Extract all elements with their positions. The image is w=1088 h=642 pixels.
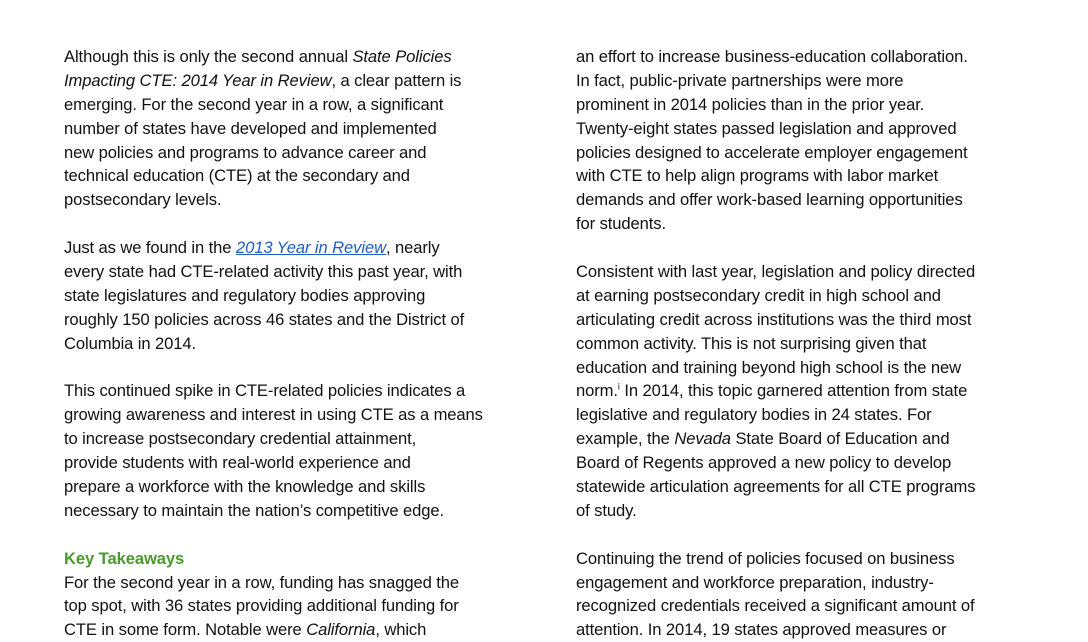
footnote-marker[interactable]: i (617, 381, 620, 392)
text-line: at earning postsecondary credit in high school and (576, 285, 941, 305)
text-line: growing awareness and interest in using CTE as a means (64, 405, 483, 425)
text-line: to increase postsecondary credential attainment, (64, 429, 417, 449)
text: In 2014, this topic garnered attention from state (619, 381, 968, 401)
text-line: an effort to increase business-education collaboration. (576, 47, 968, 66)
text: CTE in some form. Notable were (64, 620, 307, 640)
text-line: emerging. For the second year in a row, a significant (64, 94, 444, 114)
text: example, the (576, 429, 675, 449)
text-line: education and training beyond high school is the new (576, 357, 962, 377)
text-line: In fact, public-private partnerships were more (576, 70, 904, 90)
text-line: technical education (CTE) at the secondary and (64, 166, 410, 186)
text-line: statewide articulation agreements for all CTE programs (576, 477, 976, 497)
text-line: For the second year in a row, funding has snagged the (64, 572, 460, 592)
text: , which (375, 620, 427, 640)
year-in-review-link[interactable]: 2013 Year in Review (235, 238, 386, 258)
text: , nearly (385, 238, 440, 258)
report-title: State Policies (352, 47, 452, 66)
credit-paragraph (576, 260, 1036, 523)
text-line: number of states have developed and implemented (64, 118, 437, 138)
text-line: with CTE to help align programs with labor market (576, 166, 939, 186)
text-line: This continued spike in CTE-related policies indicates a (64, 381, 466, 401)
spike-paragraph (64, 379, 524, 522)
year-in-review-paragraph (64, 236, 524, 355)
text-line: state legislatures and regulatory bodies approving (64, 285, 426, 305)
section-heading: Key Takeaways (64, 548, 185, 568)
credentials-paragraph (576, 547, 1036, 642)
text: Although this is only the second annual (64, 47, 353, 66)
report-title: Impacting CTE: 2014 Year in Review (64, 70, 332, 90)
text-line: Twenty-eight states passed legislation and approved (576, 118, 957, 138)
text-line: prominent in 2014 policies than in the prior year. (576, 94, 925, 114)
text: norm. (576, 381, 618, 401)
text-line: attention. In 2014, 19 states approved measures or (576, 620, 947, 640)
text-line: demands and offer work-based learning opportunities (576, 190, 963, 210)
state-name: California (306, 620, 376, 640)
text-line: top spot, with 36 states providing additional funding for (64, 596, 459, 616)
text-line: necessary to maintain the nation’s competitive edge. (64, 500, 445, 520)
state-name: Nevada (674, 429, 731, 449)
text-line: articulating credit across institutions was the third most (576, 309, 972, 329)
funding-paragraph (64, 571, 524, 642)
intro-paragraph (64, 45, 524, 212)
text-line: prepare a workforce with the knowledge and skills (64, 477, 426, 497)
text-line: policies designed to accelerate employer engagement (576, 142, 968, 162)
text-line: every state had CTE-related activity this past year, with (64, 262, 463, 282)
left-column (64, 45, 524, 642)
text-line: recognized credentials received a significant amount of (576, 596, 975, 616)
text-line: provide students with real-world experience and (64, 453, 411, 473)
text-line: Board of Regents approved a new policy to develop (576, 453, 952, 473)
partnership-paragraph (576, 45, 1036, 236)
text-line: common activity. This is not surprising given that (576, 333, 927, 353)
text-line: legislative and regulatory bodies in 24 states. For (576, 405, 932, 425)
text-line: postsecondary levels. (64, 190, 222, 210)
right-column (576, 45, 1036, 642)
text-line: Continuing the trend of policies focused on business (576, 548, 955, 568)
text-line: for students. (576, 214, 667, 234)
text-line: Consistent with last year, legislation and policy directed (576, 262, 976, 282)
text: , a clear pattern is (331, 70, 462, 90)
text-line: Columbia in 2014. (64, 333, 197, 353)
text: Just as we found in the (64, 238, 236, 258)
text: State Board of Education and (730, 429, 950, 449)
text-line: roughly 150 policies across 46 states and the District of (64, 309, 465, 329)
text-line: of study. (576, 500, 637, 520)
text-line: engagement and workforce preparation, industry- (576, 572, 934, 592)
text-line: new policies and programs to advance career and (64, 142, 427, 162)
